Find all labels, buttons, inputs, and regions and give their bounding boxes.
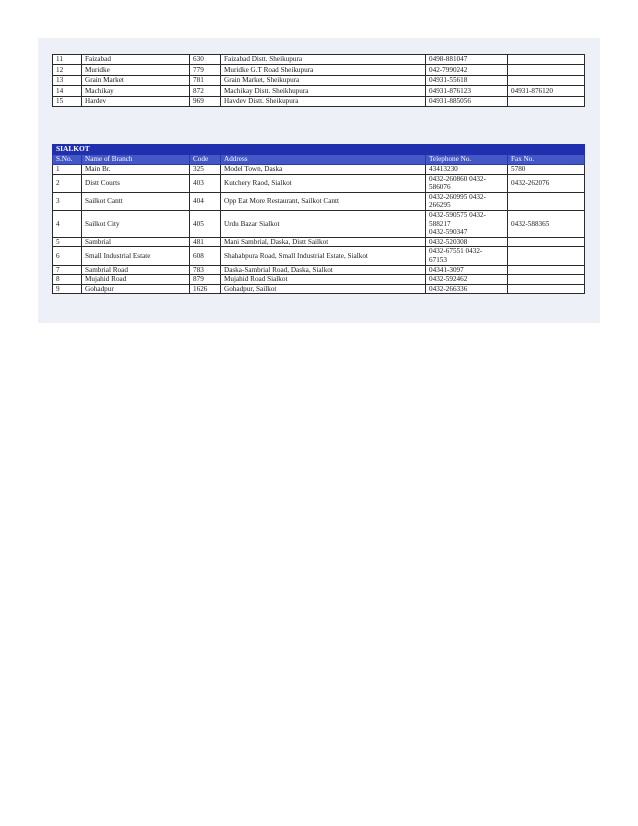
table-cell: 0432-266336: [426, 284, 508, 294]
table-cell: Kutchery Raod, Sialkot: [221, 174, 426, 192]
column-header: Telephone No.: [426, 155, 508, 165]
table-cell: 1: [53, 165, 82, 175]
table-cell: Hardev: [82, 96, 190, 106]
table-cell: 9: [53, 284, 82, 294]
table-cell: 04931-876123: [426, 86, 508, 96]
table-cell: Grain Market: [82, 75, 190, 85]
table-cell: Grain Market, Sheikupura: [221, 75, 426, 85]
table-cell: Daska-Sambrial Road, Daska, Sialkot: [221, 265, 426, 275]
table-row: [53, 247, 585, 265]
table-cell: [508, 192, 585, 210]
table-cell: Mujahid Road: [82, 275, 190, 285]
table-cell: Machikay: [82, 86, 190, 96]
table-cell: 5: [53, 237, 82, 247]
table-cell: [508, 96, 585, 106]
sialkot-branch-table: [52, 144, 585, 294]
table-cell: 779: [190, 65, 221, 75]
table-cell: 0432-67551 0432- 67153: [426, 247, 508, 265]
table-cell: 0432-262076: [508, 174, 585, 192]
table-cell: 2: [53, 174, 82, 192]
table-cell: 5780: [508, 165, 585, 175]
table-cell: Sambrial: [82, 237, 190, 247]
table-cell: 0432-260995 0432- 266295: [426, 192, 508, 210]
table-cell: Sailkot Cantt: [82, 192, 190, 210]
table-row: [53, 174, 585, 192]
table-cell: 04931-885056: [426, 96, 508, 106]
table-cell: 325: [190, 165, 221, 175]
table-cell: 04931-55618: [426, 75, 508, 85]
table-cell: 1626: [190, 284, 221, 294]
table-cell: Mani Sambrial, Daska, Distt Sailkot: [221, 237, 426, 247]
column-header: Address: [221, 155, 426, 165]
table-cell: [508, 265, 585, 275]
table-cell: 43413230: [426, 165, 508, 175]
table-cell: 969: [190, 96, 221, 106]
column-header: Fax No.: [508, 155, 585, 165]
table-row: [53, 265, 585, 275]
table-cell: Urdu Bazar Sialkot: [221, 210, 426, 237]
table-cell: 879: [190, 275, 221, 285]
table-cell: [508, 275, 585, 285]
table-cell: Faizabad: [82, 55, 190, 65]
table-row: [53, 237, 585, 247]
table-row: [53, 86, 585, 96]
table-cell: 0432-260860 0432- 586076: [426, 174, 508, 192]
table-row: [53, 65, 585, 75]
table-cell: 404: [190, 192, 221, 210]
table-cell: 0432-590575 0432- 588217 0432-590347: [426, 210, 508, 237]
column-header: S.No.: [53, 155, 82, 165]
table-cell: [508, 237, 585, 247]
table-cell: 783: [190, 265, 221, 275]
table-header-row: [53, 155, 585, 165]
table-cell: 7: [53, 265, 82, 275]
table-cell: 0432-520308: [426, 237, 508, 247]
table-cell: [508, 65, 585, 75]
table-cell: Havdev Distt. Sheikupura: [221, 96, 426, 106]
table-row: [53, 210, 585, 237]
column-header: Name of Branch: [82, 155, 190, 165]
table-cell: Distt Courts: [82, 174, 190, 192]
table-cell: 4: [53, 210, 82, 237]
table-cell: 15: [53, 96, 82, 106]
table-cell: 481: [190, 237, 221, 247]
table-cell: 0432-592462: [426, 275, 508, 285]
branch-table-continued: [52, 54, 585, 107]
table-cell: [508, 284, 585, 294]
table-cell: 0498-881047: [426, 55, 508, 65]
table-row: [53, 96, 585, 106]
table-cell: [508, 75, 585, 85]
table-cell: Mujahid Road Sialkot: [221, 275, 426, 285]
table-cell: Sambrial Road: [82, 265, 190, 275]
table-cell: 608: [190, 247, 221, 265]
table-row: [53, 275, 585, 285]
table-cell: 872: [190, 86, 221, 96]
table-cell: [508, 247, 585, 265]
table-cell: 04931-876120: [508, 86, 585, 96]
table-cell: Opp Eat More Restaurant, Sailkot Cantt: [221, 192, 426, 210]
table-cell: 11: [53, 55, 82, 65]
table-cell: 630: [190, 55, 221, 65]
table-cell: 0432-588365: [508, 210, 585, 237]
table-row: [53, 165, 585, 175]
table-cell: Model Town, Daska: [221, 165, 426, 175]
table-row: [53, 192, 585, 210]
table-cell: 3: [53, 192, 82, 210]
table-cell: Muridke G.T Road Sheikupura: [221, 65, 426, 75]
table-cell: 781: [190, 75, 221, 85]
table-cell: 14: [53, 86, 82, 96]
table-cell: 6: [53, 247, 82, 265]
table-cell: 8: [53, 275, 82, 285]
table-cell: Sailkot City: [82, 210, 190, 237]
table-cell: Shahabpura Road, Small Industrial Estate, Sialkot: [221, 247, 426, 265]
table-cell: Faizabad Distt. Sheikupura: [221, 55, 426, 65]
table-row: [53, 55, 585, 65]
table-cell: [508, 55, 585, 65]
column-header: Code: [190, 155, 221, 165]
table-row: [53, 284, 585, 294]
table-cell: 13: [53, 75, 82, 85]
table-cell: Main Br.: [82, 165, 190, 175]
table-cell: 04341-3097: [426, 265, 508, 275]
table-cell: Small Industrial Estate: [82, 247, 190, 265]
table-row: [53, 75, 585, 85]
table-cell: Gohadpur: [82, 284, 190, 294]
region-title: SIALKOT: [53, 145, 585, 155]
table-cell: 12: [53, 65, 82, 75]
table-cell: Machikay Distt. Sheikhupura: [221, 86, 426, 96]
table-cell: Gohadpur, Sailkot: [221, 284, 426, 294]
table-cell: 405: [190, 210, 221, 237]
table-cell: 042-7990242: [426, 65, 508, 75]
table-cell: Muridke: [82, 65, 190, 75]
table-cell: 403: [190, 174, 221, 192]
